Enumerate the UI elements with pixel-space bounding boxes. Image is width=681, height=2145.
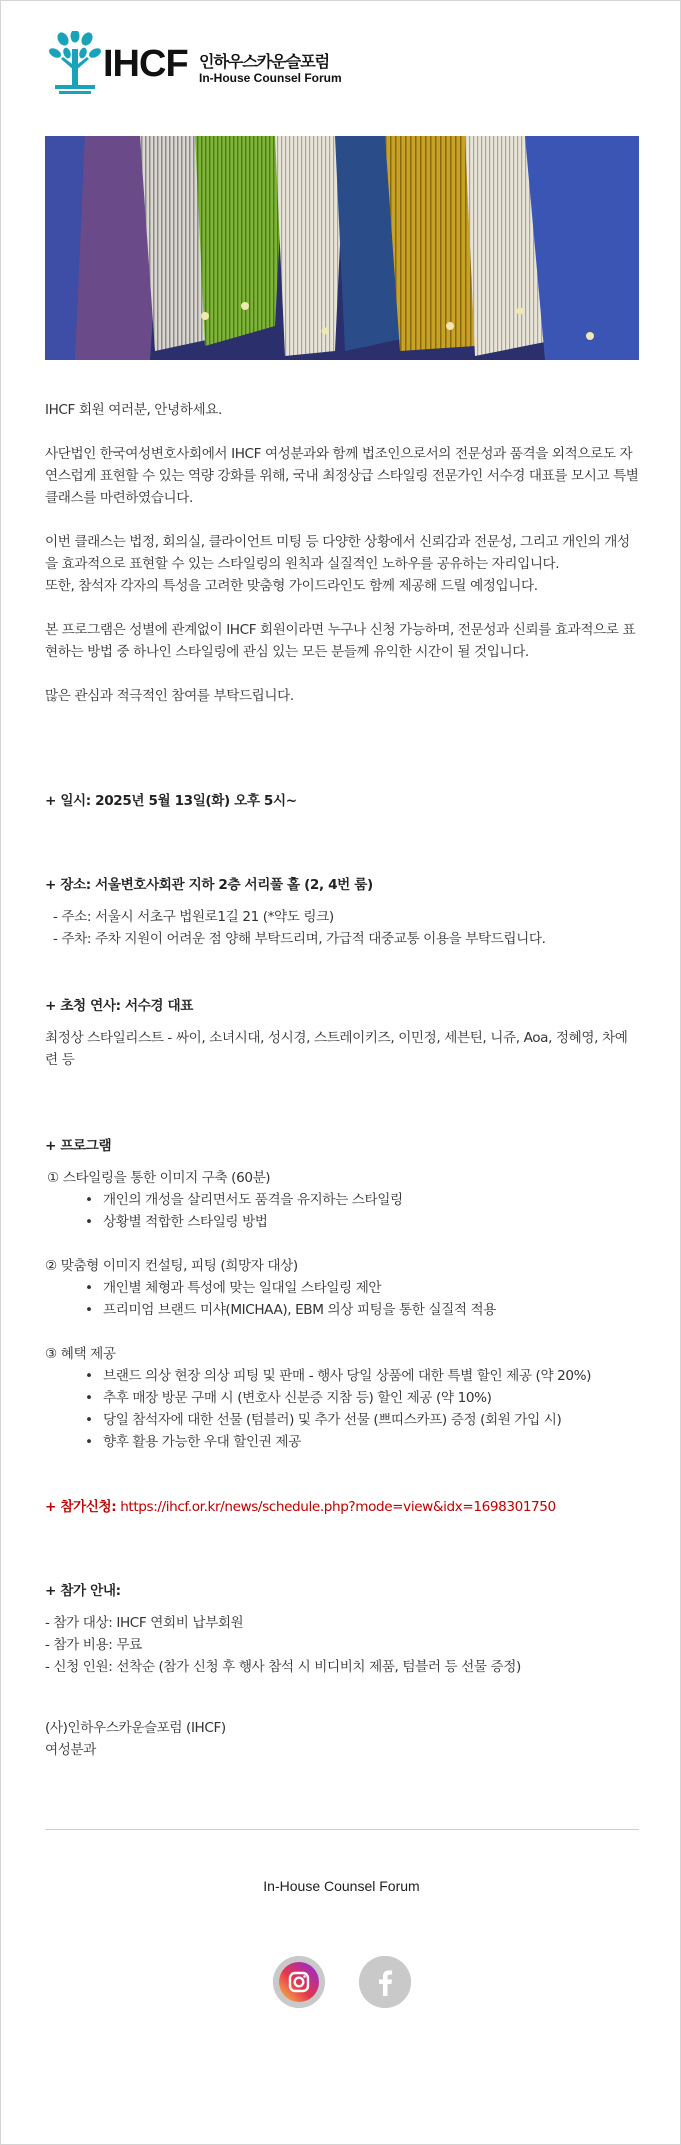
logo-english-name: In-House Counsel Forum (199, 71, 342, 85)
list-item: • 상황별 적합한 스타일링 방법 (85, 1211, 639, 1233)
logo-wordmark: IHCF (103, 43, 188, 85)
list-item: • 프리미엄 브랜드 미샤(MICHAA), EBM 의상 피팅을 통한 실질적 적용 (85, 1299, 639, 1321)
list-item: • 추후 매장 방문 구매 시 (변호사 신분증 지참 등) 할인 제공 (약 10%) (85, 1387, 639, 1409)
hero-shirts-image (45, 136, 639, 360)
guide-capacity: - 신청 인원: 선착순 (참가 신청 후 행사 참석 시 비디비치 제품, 텀블러 등 선물 증정) (45, 1659, 521, 1675)
speaker-heading: + 초청 연사: 서수경 대표 (45, 998, 193, 1014)
program-section (45, 1135, 639, 1453)
signature-dept: 여성분과 (45, 1742, 96, 1758)
instagram-icon[interactable] (273, 1956, 325, 2008)
speaker-description: 최정상 스타일리스트 - 싸이, 소녀시대, 성시경, 스트레이키즈, 이민정, 세븐틴, 니쥬, Aoa, 정혜영, 차예련 등 (45, 1030, 628, 1068)
shirts-illustration (45, 136, 639, 360)
facebook-icon[interactable] (359, 1956, 411, 2008)
list-item: • 개인별 체형과 특성에 맞는 일대일 스타일링 제안 (85, 1277, 639, 1299)
signature-section (45, 1717, 639, 1761)
program-list (45, 1365, 639, 1453)
speaker-section (45, 995, 639, 1071)
list-item: • 브랜드 의상 현장 의상 피팅 및 판매 - 행사 당일 상품에 대한 특별 할인 제공 (약 20%) (85, 1365, 639, 1387)
program-section-title: ② 맞춤형 이미지 컨설팅, 피팅 (희망자 대상) (45, 1258, 298, 1274)
intro-paragraph: 또한, 참석자 각자의 특성을 고려한 맞춤형 가이드라인도 함께 제공해 드릴 예정입니다. (45, 578, 538, 594)
program-section-title: ③ 혜택 제공 (45, 1346, 116, 1362)
signature-org: (사)인하우스카운슬포럼 (IHCF) (45, 1720, 226, 1736)
list-item: • 향후 활용 가능한 우대 할인권 제공 (85, 1431, 639, 1453)
venue-address: - 주소: 서울시 서초구 법원로1길 21 (*약도 링크) (53, 909, 334, 925)
intro-paragraph: 이번 클래스는 법정, 회의실, 클라이언트 미팅 등 다양한 상황에서 신뢰감과 전문성, 그리고 개인의 개성을 효과적으로 표현할 수 있는 스타일링의 원칙과 실질적인 노하우를 공유하는 자리입니다. (45, 534, 630, 572)
list-item: • 개인의 개성을 살리면서도 품격을 유지하는 스타일링 (85, 1189, 639, 1211)
logo-korean-name: 인하우스카운슬포럼 (199, 52, 330, 71)
tree-logo-icon (49, 31, 101, 97)
list-item: • 당일 참석자에 대한 선물 (텀블러) 및 추가 선물 (쁘띠스카프) 증정 (회원 가입 시) (85, 1409, 639, 1431)
apply-link[interactable]: https://ihcf.or.kr/news/schedule.php?mode=view&idx=1698301750 (120, 1499, 556, 1515)
guide-section (45, 1580, 639, 1678)
guide-fee: - 참가 비용: 무료 (45, 1637, 142, 1653)
program-section-title: ① 스타일링을 통한 이미지 구축 (60분) (47, 1170, 271, 1186)
date-section (45, 790, 639, 812)
program-list (45, 1277, 639, 1321)
program-heading: + 프로그램 (45, 1138, 112, 1154)
divider (45, 1829, 639, 1830)
guide-heading: + 참가 안내: (45, 1583, 121, 1599)
apply-label: + 참가신청: (45, 1499, 117, 1515)
logo[interactable] (49, 31, 449, 101)
greeting: IHCF 회원 여러분, 안녕하세요. (45, 402, 222, 418)
venue-section (45, 874, 639, 950)
guide-target: - 참가 대상: IHCF 연회비 납부회원 (45, 1615, 244, 1631)
footer-title: In-House Counsel Forum (263, 1878, 420, 1894)
apply-section (45, 1496, 639, 1518)
intro-paragraph: 본 프로그램은 성별에 관계없이 IHCF 회원이라면 누구나 신청 가능하며, 전문성과 신뢰를 효과적으로 표현하는 방법 중 하나인 스타일링에 관심 있는 모든 분들께 유익한 시간이 될 것입니다. (45, 622, 636, 660)
closing-request: 많은 관심과 적극적인 참여를 부탁드립니다. (45, 688, 294, 704)
intro-paragraph: 사단법인 한국여성변호사회에서 IHCF 여성분과와 함께 법조인으로서의 전문성과 품격을 외적으로도 자연스럽게 표현할 수 있는 역량 강화를 위해, 국내 최정상급 스타일링 전문가인 서수경 대표를 모시고 특별 클래스를 마련하였습니다. (45, 446, 639, 506)
intro-section (45, 399, 639, 707)
venue-heading: + 장소: 서울변호사회관 지하 2층 서리풀 홀 (2, 4번 룸) (45, 877, 373, 893)
program-list (45, 1189, 639, 1233)
venue-parking: - 주차: 주차 지원이 어려운 점 양해 부탁드리며, 가급적 대중교통 이용을 부탁드립니다. (53, 931, 546, 947)
date-heading: + 일시: 2025년 5월 13일(화) 오후 5시~ (45, 793, 297, 809)
